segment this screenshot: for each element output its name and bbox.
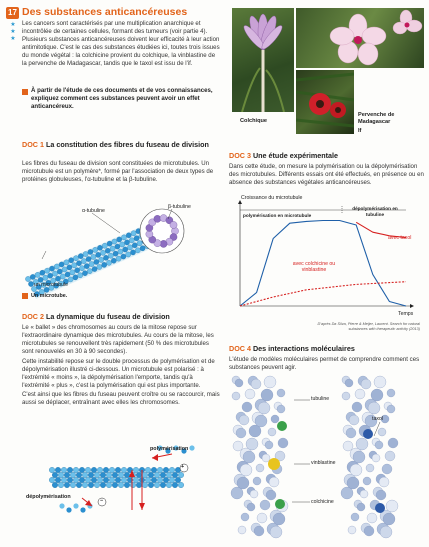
tubulin-bead [137,241,142,246]
tubulin-blob [258,402,270,414]
tubulin-bead [102,262,107,267]
caption-pervenche: Pervenche de Madagascar [358,112,395,125]
tubulin-bead [107,241,112,246]
doc3-title: DOC 3 Une étude expérimentale [229,151,339,160]
tubulin-blob [375,441,383,449]
tubulin-bead [145,467,151,473]
polymerisation-diagram [32,440,202,520]
tubulin-bead [35,272,40,277]
tubulin-blob [363,477,371,485]
tubulin-bead [178,482,184,488]
tubulin-bead [127,245,132,250]
tubulin-bead [154,482,160,488]
chart-phase1: polymérisation en microtubule [243,213,312,218]
label-colchicine: colchicine [311,499,334,505]
tubulin-bead [67,477,73,483]
tubulin-blob [350,464,362,476]
tubulin-blob [245,389,255,399]
tubulin-bead [81,259,86,264]
tubulin-bead [25,276,30,281]
tubulin-bead [110,246,115,251]
label-un-microtubule: un microtubule [34,282,69,288]
tubulin-bead [115,244,120,249]
tubulin-bead [112,239,117,244]
tubulin-bead [43,275,48,280]
chart-source: D'après Da Silva, Pierre & Meijer, Laurent. Search for natural substances with therapeutic activity (2013) [317,322,420,331]
tubulin-bead [97,477,103,483]
tubulin-bead [73,467,79,473]
photo-pervenche [296,8,424,68]
series-label-colchicine: avec colchicine ou vinblastine [292,261,336,273]
tubulin-blob [260,500,270,510]
tubulin-bead [113,251,118,256]
label-vinblastine: vinblastine [311,460,336,466]
tubulin-bead [78,254,83,259]
tubulin-bead [85,467,91,473]
tubulin-bead [103,255,108,260]
tubulin-bead [62,267,67,272]
tubulin-blob [378,428,386,436]
tubulin-bead [136,482,142,488]
tubulin-blob [250,490,258,498]
tubulin-bead [61,467,67,473]
doc4-title: DOC 4 Des interactions moléculaires [229,344,355,353]
tubulin-bead [99,257,104,262]
tubulin-bead [79,477,85,483]
bound-molecule-green [277,421,287,431]
tubulin-bead [163,477,169,483]
tubulin-bead [106,482,112,488]
tubulin-bead [28,281,33,286]
tubulin-blob [347,477,359,489]
tubulin-bead [129,238,134,243]
tubulin-blob [251,379,261,389]
tubulin-blob [239,415,249,425]
tubulin-bead [109,467,115,473]
tubulin-bead [169,477,175,483]
tubulin-bead [121,254,126,259]
tubulin-bead [100,472,106,478]
tubulin-bead [54,264,59,269]
tubulin-blob [273,513,285,525]
tubulin-bead [121,467,127,473]
difficulty-stars-icon: ★ ★ ★ [10,22,16,42]
intro-paragraph: Les cancers sont caractérisés par une multiplication anarchique et incontrôlée de certaines cellules, formant des tumeurs (voir partie 4). Plusieurs substances anticancéreuses doivent leur efficacité à leur action antimitotique. C'est le cas des substances étudiées ici, toutes trois issues du monde végétal : la colchicine provient du colchique, la vinblastine de la pervenche de Madagascar, tandis que le taxol est issu de l'if. [22,20,220,68]
tubulin-bead [91,477,97,483]
tubulin-blob [383,513,395,525]
tubulin-bead [136,472,142,478]
tubulin-bead [132,243,137,248]
tubulin-bead [61,477,67,483]
released-tubulin [66,507,71,512]
tubulin-bead [175,477,181,483]
tubulin-blob [241,513,249,521]
tubulin-bead [88,482,94,488]
tubulin-bead [106,472,112,478]
exercise-number: 17 [6,7,19,19]
tubulin-bead [172,472,178,478]
tubulin-blob [235,379,243,387]
photo-colchique [232,8,294,112]
tubulin-blob [262,454,270,462]
tubulin-bead [73,275,78,280]
tubulin-blob [388,438,398,448]
tubulin-blob [268,428,276,436]
tubulin-blob [376,490,386,500]
tubulin-bead [52,271,57,276]
tubulin-bead [64,482,70,488]
plus-end-sign: + [181,464,185,470]
tubulin-bead [88,249,93,254]
tubulin-blob [382,464,392,474]
bound-taxol-2 [375,503,385,513]
tubulin-bead [93,247,98,252]
tubulin-bead [55,477,61,483]
tubulin-blob [345,379,353,387]
bound-taxol [363,429,373,439]
tubulin-blob [342,392,350,400]
tubulin-bead [142,482,148,488]
doc2-title: DOC 2 La dynamique du fuseau de division [22,312,170,321]
tubulin-bead [116,256,121,261]
tubulin-blob [368,402,380,414]
tubulin-bead [130,250,135,255]
tubulin-bead [111,258,116,263]
tubulin-bead [157,467,163,473]
tubulin-bead [73,256,78,261]
tubulin-bead [78,273,83,278]
tubulin-blob [232,392,240,400]
tubulin-blob [356,438,368,450]
tubulin-bead [49,266,54,271]
tubulin-blob [266,490,276,500]
caption-colchique: Colchique [240,118,268,124]
tubulin-blob [367,513,377,523]
tubulin-blob [257,513,267,523]
tubulin-bead [82,482,88,488]
tubulin-blob [348,526,356,534]
tubulin-blob [352,402,362,412]
doc1-text: Les fibres du fuseau de division sont constituées de microtubules. Un microtubule est un polymère*, formé par l'association de deux types de protéines globuleuses, l'α-tubuline et la β-tubuline. [22,160,214,184]
tubulin-bead [87,269,92,274]
tubulin-bead [121,235,126,240]
tubulin-blob [353,451,365,463]
caption-if: If [358,128,362,134]
label-polymerisation: polymérisation [150,446,189,452]
tubulin-bead [142,472,148,478]
tubulin-blob [277,389,285,397]
photo-if [296,70,354,134]
series-colchicine [240,282,406,306]
tubulin-bead [112,482,118,488]
tubulin-blob [265,441,273,449]
task-square-icon [22,89,28,95]
tubulin-bead [117,237,122,242]
tubulin-bead [172,482,178,488]
tubulin-blob [256,464,264,472]
tubulin-bead [97,245,102,250]
tubulin-bead [55,467,61,473]
tubulin-blob [387,405,395,413]
tubulin-blob [255,415,267,427]
tubulin-blob [355,389,365,399]
doc1-title: DOC 1 La constitution des fibres du fuseau de division [22,140,209,149]
tubulin-bead [84,264,89,269]
tubulin-blob [380,526,392,538]
tubulin-bead [124,240,129,245]
tubulin-bead [76,261,81,266]
tubulin-blob [386,500,398,512]
tubulin-bead [64,260,69,265]
tubulin-bead [76,472,82,478]
tubulin-blob [364,526,374,536]
tubulin-bead [52,482,58,488]
tubulin-bead [178,472,184,478]
tubulin-bead [40,270,45,275]
tubulin-bead [64,472,70,478]
microtubule-horizontal [49,445,194,512]
tubulin-blob [246,438,258,450]
tubulin-column-right [341,376,398,538]
tubulin-blob [240,464,252,476]
tubulin-bead [59,262,64,267]
tubulin-bead [96,252,101,257]
task-instruction: À partir de l'étude de ces documents et de vos connaissances, expliquez comment ces substances peuvent avoir un effet anticancéreux. [31,87,213,110]
tubulin-bead [126,252,131,257]
tubulin-blob [361,379,371,389]
tubulin-bead [169,467,175,473]
microtubule-diagram [22,195,222,285]
doc3-text: Dans cette étude, on mesure la polymérisation ou la dépolymérisation des microtubules. Différents essais ont été effectués, en présence ou en absence des substances végétales anticancéreuses. [229,163,424,187]
tubulin-blob [343,441,353,451]
tubulin-blob [349,415,359,425]
tubulin-bead [124,482,130,488]
doc1-legend: Un microtube. [31,293,68,299]
tubulin-bead [121,477,127,483]
tubulin-bead [92,266,97,271]
tubulin-bead [118,249,123,254]
chart-xlabel: Temps [398,311,414,317]
tubulin-bead [108,253,113,258]
tubulin-bead [166,472,172,478]
tubulin-bead [72,263,77,268]
tubulin-bead [124,472,130,478]
tubulin-bead [83,251,88,256]
bound-vinblastine [268,458,280,470]
tubulin-blob [253,477,261,485]
tubulin-bead [55,276,60,281]
tubulin-bead [58,482,64,488]
tubulin-bead [49,467,55,473]
tubulin-blob [371,389,383,401]
tubulin-blob [374,376,386,388]
tubulin-bead [82,271,87,276]
tubulin-bead [145,477,151,483]
tubulin-bead [103,477,109,483]
tubulin-bead [91,467,97,473]
tubulin-bead [97,467,103,473]
tubulin-blob [233,441,243,451]
tubulin-bead [118,472,124,478]
tubulin-bead [151,477,157,483]
tubulin-bead [67,265,72,270]
tubulin-bead [100,482,106,488]
tubulin-bead [131,231,136,236]
cross-section-subunit [170,221,177,228]
tubulin-bead [44,287,49,292]
tubulin-bead [82,472,88,478]
tubulin-bead [120,242,125,247]
tubulin-bead [97,264,102,269]
tubulin-bead [75,268,80,273]
tubulin-blob [366,464,374,472]
tubulin-blob [261,389,273,401]
tubulin-blob [379,477,389,487]
tubulin-bead [118,482,124,488]
tubulin-bead [70,270,75,275]
tubulin-bead [88,472,94,478]
tubulin-blob [351,513,359,521]
released-tubulin [73,503,78,508]
tubulin-bead [85,477,91,483]
tubulin-bead [160,472,166,478]
tubulin-blob [387,389,395,397]
tubulin-bead [89,261,94,266]
tubulin-blob [346,428,356,438]
tubulin-blob [277,405,285,413]
tubulin-bead [166,482,172,488]
free-tubulin [189,445,194,450]
tubulin-bead [151,467,157,473]
tubulin-bead [112,472,118,478]
tubulin-bead [68,277,73,282]
tubulin-bead [133,467,139,473]
bound-colchicine [275,499,285,509]
tubulin-bead [154,472,160,478]
tubulin-bead [123,247,128,252]
tubulin-bead [73,477,79,483]
label-beta-tubuline: β-tubuline [168,204,191,210]
tubulin-blob [237,477,249,489]
label-alpha-tubuline: α-tubuline [82,208,105,214]
tubulin-blob [270,526,282,538]
tubulin-bead [140,246,145,251]
tubulin-bead [48,273,53,278]
tubulin-bead [135,248,140,253]
tubulin-bead [148,482,154,488]
tubulin-bead [100,250,105,255]
tubulin-bead [57,269,62,274]
tubulin-bead [115,477,121,483]
tubulin-blob [357,503,365,511]
tubulin-bead [45,268,50,273]
legend-square-icon [22,293,28,299]
tubulin-blob [264,376,276,388]
tubulin-blob [269,477,279,487]
tubulin-blob [247,503,255,511]
tubulin-bead [79,467,85,473]
tubulin-bead [105,248,110,253]
tubulin-blob [385,451,395,461]
tubulin-bead [94,472,100,478]
tubulin-bead [69,258,74,263]
tubulin-bead [115,467,121,473]
tubulin-bead [70,472,76,478]
tubulin-bead [49,477,55,483]
doc2-text2: Cette instabilité repose sur le double processus de polymérisation et de dépolymérisation illustré ci-dessous. Un microtubule est polarisé : à l'extrémité « moins », la dépolymérisation l'emporte, tandis qu'à l'extrémité « plus », c'est la polymérisation qui est plus importante. [22,358,215,390]
tubulin-blob [242,402,252,412]
tubulin-blob [278,438,288,448]
doc2-text: Le « ballet » des chromosomes au cours de la mitose repose sur l'extraordinaire dynamique des microtubules. Au cours de la mitose, les microtubules se renouvellent très rapidement (50 % des microtubules sont renouvelés en 30 à 90 secondes). [22,324,214,356]
tubulin-bead [91,254,96,259]
tubulin-bead [102,243,107,248]
tubulin-blob [236,428,246,438]
tubulin-bead [94,482,100,488]
exercise-title: Des substances anticancéreuses [22,6,188,18]
tubulin-bead [70,482,76,488]
released-tubulin [80,507,85,512]
tubulin-bead [133,477,139,483]
tubulin-bead [30,274,35,279]
doc2-text3: C'est ainsi que les fibres du fuseau peuvent croître ou se raccourcir, mais aussi se déplacer, entraînant avec elles les chromosomes. [22,391,220,407]
tubulin-bead [148,472,154,478]
tubulin-bead [106,260,111,265]
tubulin-bead [79,266,84,271]
tubulin-bead [126,233,131,238]
series-label-taxol: avec taxol [388,235,412,241]
tubulin-bead [130,482,136,488]
tubulin-blob [271,415,279,423]
chart-ylabel: Croissance du microtubule [241,195,303,201]
tubulin-blob [238,526,246,534]
tubulin-bead [86,256,91,261]
tubulin-bead [76,482,82,488]
label-depolymerisation: dépolymérisation [26,494,71,500]
tubulin-bead [103,467,109,473]
tubulin-bead [160,482,166,488]
tubulin-bead [60,274,65,279]
tubulin-bead [52,472,58,478]
tubulin-blob [254,526,264,536]
tubulin-bead [58,472,64,478]
tubulin-bead [67,467,73,473]
chart-phase2: dépolymérisation en tubuline [352,206,398,217]
tubulin-bead [94,259,99,264]
tubulin-bead [109,477,115,483]
tubulin-blob [243,451,255,463]
tubulin-blob [372,454,380,462]
doc4-text: L'étude de modèles moléculaires permet de comprendre comment ces substances peuvent agir. [229,356,420,372]
tubulin-bead [134,236,139,241]
minus-end-sign: − [100,498,104,504]
tubulin-bead [65,272,70,277]
label-taxol: taxol [372,416,383,422]
label-tubuline: tubuline [311,396,330,402]
tubulin-bead [163,467,169,473]
tubulin-blob [360,490,368,498]
tubulin-column-left [231,376,288,538]
tubulin-bead [157,477,163,483]
released-tubulin [59,503,64,508]
